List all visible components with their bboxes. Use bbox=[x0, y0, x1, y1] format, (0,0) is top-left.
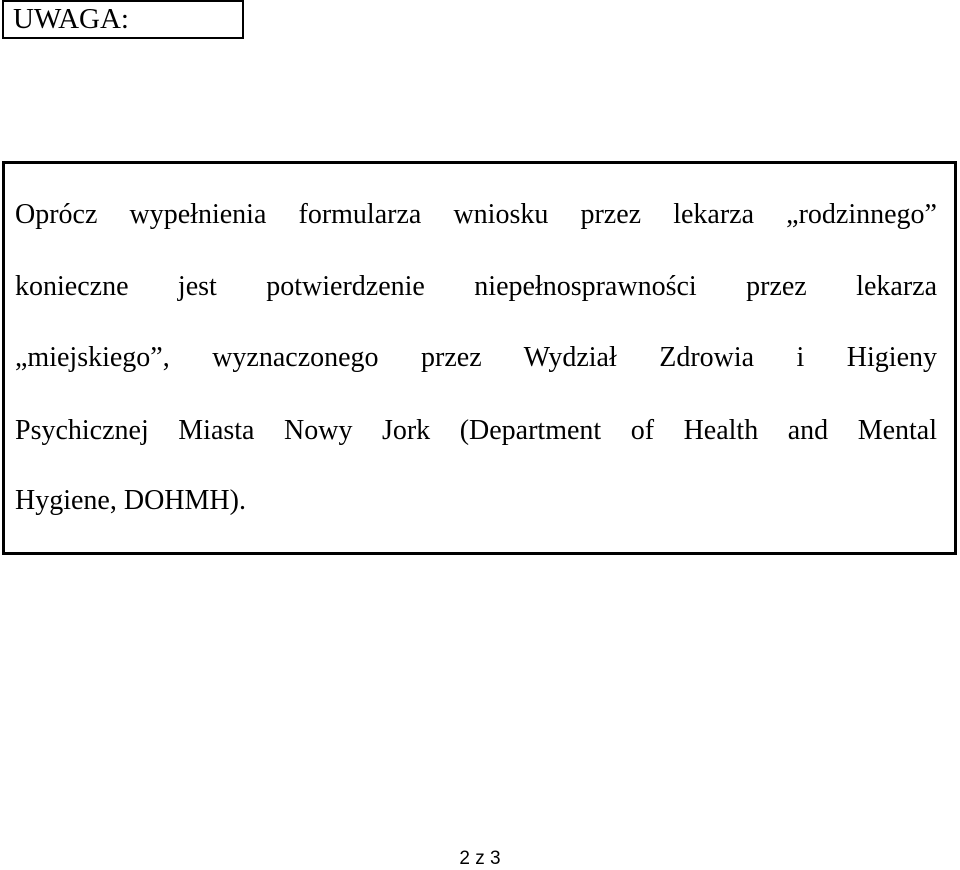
notice-line: „miejskiego”, wyznaczonego przez Wydział Zdrowia i Higieny bbox=[15, 342, 937, 373]
notice-line: Hygiene, DOHMH). bbox=[15, 485, 246, 516]
notice-box bbox=[2, 161, 957, 555]
warning-heading: UWAGA: bbox=[13, 3, 129, 35]
notice-line: Oprócz wypełnienia formularza wniosku przez lekarza „rodzinnego” bbox=[15, 199, 937, 230]
page-number: 2 z 3 bbox=[459, 848, 501, 869]
warning-heading-box bbox=[2, 0, 244, 39]
notice-line: Psychicznej Miasta Nowy Jork (Department of Health and Mental bbox=[15, 415, 937, 446]
notice-line: konieczne jest potwierdzenie niepełnosprawności przez lekarza bbox=[15, 271, 937, 302]
